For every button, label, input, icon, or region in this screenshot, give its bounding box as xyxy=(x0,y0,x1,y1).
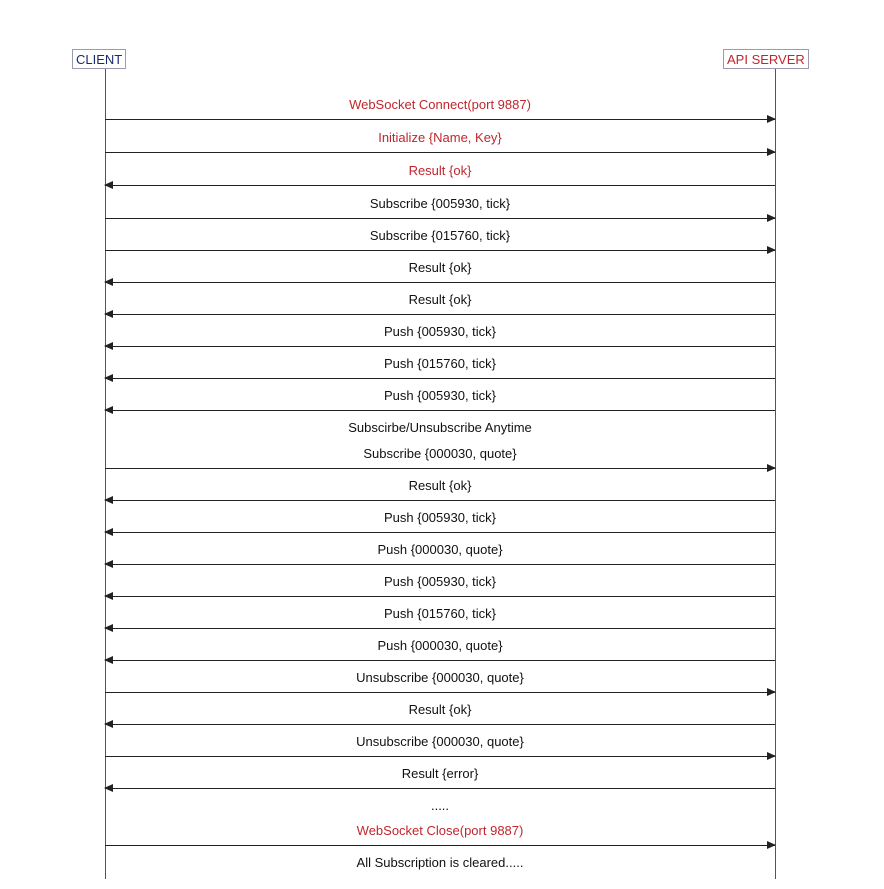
arrowhead-icon xyxy=(104,560,113,568)
arrowhead-icon xyxy=(767,464,776,472)
arrow-to-client xyxy=(105,532,775,533)
message-label: Unsubscribe {000030, quote} xyxy=(356,734,524,749)
arrow-to-server xyxy=(105,692,775,693)
arrowhead-icon xyxy=(104,342,113,350)
message-label: Initialize {Name, Key} xyxy=(378,130,502,145)
arrow-to-client xyxy=(105,410,775,411)
arrow-to-client xyxy=(105,378,775,379)
arrowhead-icon xyxy=(104,624,113,632)
client-lifeline xyxy=(105,69,106,879)
note-label: Subscirbe/Unsubscribe Anytime xyxy=(348,420,532,435)
message-label: Result {ok} xyxy=(408,163,472,178)
arrow-to-server xyxy=(105,250,775,251)
arrow-to-server xyxy=(105,845,775,846)
message-label: Push {005930, tick} xyxy=(383,324,497,339)
message-label: Result {ok} xyxy=(408,702,472,717)
message-label: Result {ok} xyxy=(408,478,472,493)
arrowhead-icon xyxy=(767,841,776,849)
arrowhead-icon xyxy=(767,115,776,123)
message-label: Result {ok} xyxy=(408,292,472,307)
arrow-to-client xyxy=(105,628,775,629)
message-label: Push {005930, tick} xyxy=(383,388,497,403)
arrow-to-server xyxy=(105,756,775,757)
message-label: Result {ok} xyxy=(408,260,472,275)
arrowhead-icon xyxy=(767,148,776,156)
arrow-to-server xyxy=(105,468,775,469)
arrow-to-client xyxy=(105,282,775,283)
arrow-to-server xyxy=(105,218,775,219)
message-label: Push {005930, tick} xyxy=(383,574,497,589)
arrowhead-icon xyxy=(104,720,113,728)
note-label: All Subscription is cleared..... xyxy=(356,855,524,870)
arrowhead-icon xyxy=(104,784,113,792)
arrow-to-client xyxy=(105,788,775,789)
message-label: WebSocket Close(port 9887) xyxy=(356,823,524,838)
message-label: Push {005930, tick} xyxy=(383,510,497,525)
arrowhead-icon xyxy=(104,656,113,664)
arrowhead-icon xyxy=(104,374,113,382)
arrow-to-server xyxy=(105,152,775,153)
arrow-to-client xyxy=(105,346,775,347)
message-label: Unsubscribe {000030, quote} xyxy=(356,670,524,685)
arrowhead-icon xyxy=(104,528,113,536)
arrowhead-icon xyxy=(104,278,113,286)
message-label: Result {error} xyxy=(401,766,479,781)
message-label: Push {000030, quote} xyxy=(377,542,503,557)
participant-client: CLIENT xyxy=(72,49,126,69)
arrowhead-icon xyxy=(104,310,113,318)
message-label: Subscribe {005930, tick} xyxy=(369,196,511,211)
arrowhead-icon xyxy=(767,246,776,254)
arrow-to-client xyxy=(105,660,775,661)
arrowhead-icon xyxy=(767,752,776,760)
arrow-to-client xyxy=(105,724,775,725)
arrow-to-client xyxy=(105,596,775,597)
message-label: Push {015760, tick} xyxy=(383,356,497,371)
message-label: Subscribe {015760, tick} xyxy=(369,228,511,243)
arrow-to-client xyxy=(105,564,775,565)
arrowhead-icon xyxy=(104,406,113,414)
arrow-to-client xyxy=(105,185,775,186)
arrow-to-client xyxy=(105,314,775,315)
message-label: Subscribe {000030, quote} xyxy=(363,446,517,461)
arrowhead-icon xyxy=(767,688,776,696)
arrowhead-icon xyxy=(104,181,113,189)
arrowhead-icon xyxy=(767,214,776,222)
arrowhead-icon xyxy=(104,592,113,600)
arrow-to-server xyxy=(105,119,775,120)
arrow-to-client xyxy=(105,500,775,501)
message-label: Push {015760, tick} xyxy=(383,606,497,621)
participant-api-server: API SERVER xyxy=(723,49,809,69)
note-label: ..... xyxy=(430,798,450,813)
message-label: WebSocket Connect(port 9887) xyxy=(349,97,531,112)
arrowhead-icon xyxy=(104,496,113,504)
message-label: Push {000030, quote} xyxy=(377,638,503,653)
